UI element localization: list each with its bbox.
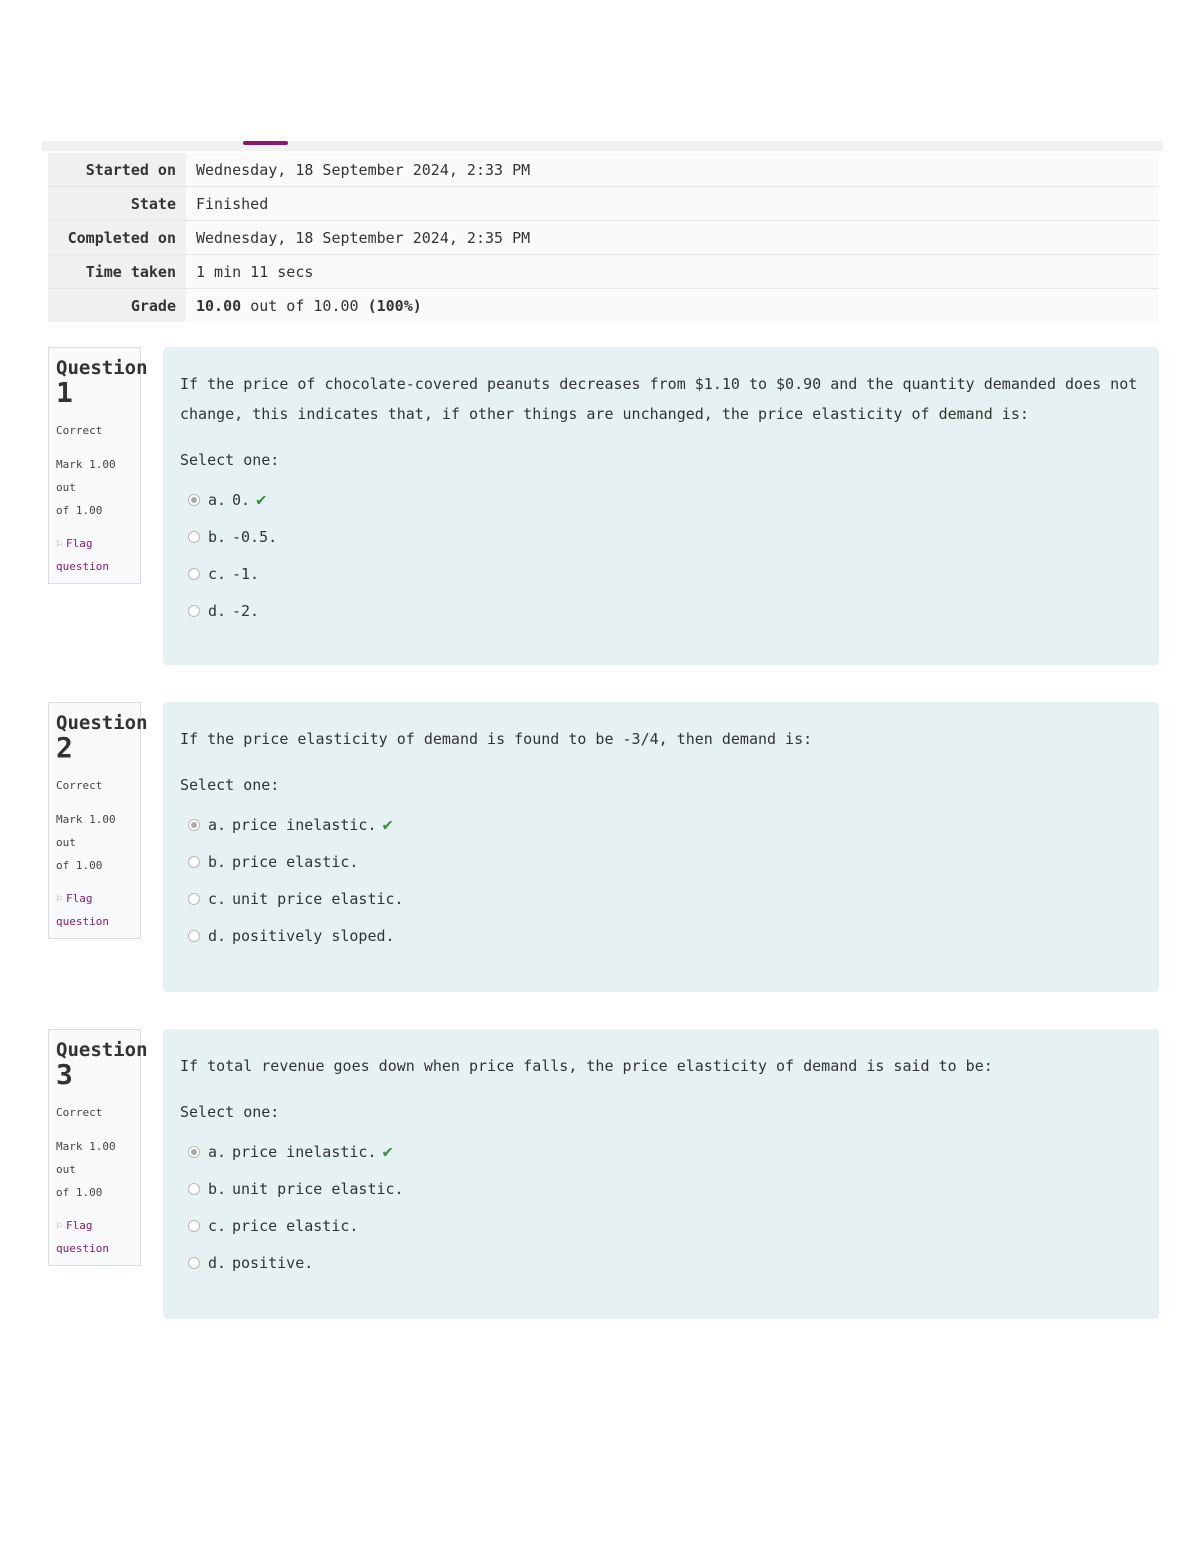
summary-row-grade xyxy=(48,289,1159,323)
summary-value xyxy=(186,289,1159,323)
check-icon: ✔ xyxy=(382,814,393,835)
question-info-1 xyxy=(48,347,148,584)
flag-question-link[interactable]: ⚐ Flag question xyxy=(56,532,133,578)
answer-letter: d. xyxy=(208,1253,227,1272)
answer-option-a[interactable] xyxy=(180,806,1142,843)
summary-label: Started on xyxy=(48,153,186,187)
answer-option-d[interactable] xyxy=(180,1244,1142,1281)
summary-value: Finished xyxy=(186,187,1159,221)
answer-text: unit price elastic. xyxy=(232,1179,404,1198)
answer-letter: d. xyxy=(208,601,227,620)
answer-text: positive. xyxy=(232,1253,314,1272)
question-text: If total revenue goes down when price falls, the price elasticity of demand is said to be: xyxy=(180,1057,993,1075)
question-label: Question xyxy=(56,712,148,734)
answer-text: 0. xyxy=(232,490,251,509)
answer-text: price elastic. xyxy=(232,852,359,871)
answer-option-d[interactable] xyxy=(180,917,1142,954)
summary-label: Completed on xyxy=(48,221,186,255)
flag-icon: ⚐ xyxy=(56,537,63,550)
flag-question-link[interactable]: ⚐ Flag question xyxy=(56,1214,133,1260)
radio-button[interactable] xyxy=(188,1183,200,1195)
summary-row-time xyxy=(48,255,1159,289)
answer-option-c[interactable] xyxy=(180,555,1142,592)
radio-button[interactable] xyxy=(188,819,200,831)
question-label: Question xyxy=(56,357,148,379)
answer-text: price elastic. xyxy=(232,1216,359,1235)
question-state: Correct xyxy=(56,1106,103,1119)
question-info-2 xyxy=(48,702,148,939)
summary-value: Wednesday, 18 September 2024, 2:35 PM xyxy=(186,221,1159,255)
radio-button[interactable] xyxy=(188,1146,200,1158)
answer-letter: b. xyxy=(208,852,227,871)
question-text: If the price elasticity of demand is found to be -3/4, then demand is: xyxy=(180,730,813,748)
answer-text: -0.5. xyxy=(232,527,278,546)
radio-button[interactable] xyxy=(188,893,200,905)
question-content-3 xyxy=(163,1029,1159,1319)
question-text: If the price of chocolate-covered peanuts decreases from $1.10 to $0.90 and the quantity demanded does not change, this indicates that, if other things are unchanged, the price elasticity of demand is: xyxy=(180,375,1138,423)
attempt-summary-table xyxy=(48,153,1159,322)
answer-letter: a. xyxy=(208,490,227,509)
check-icon: ✔ xyxy=(256,489,267,510)
summary-label: Time taken xyxy=(48,255,186,289)
radio-button[interactable] xyxy=(188,568,200,580)
question-label: Question xyxy=(56,1039,148,1061)
question-info-3 xyxy=(48,1029,148,1266)
radio-button[interactable] xyxy=(188,605,200,617)
question-number: 2 xyxy=(56,731,73,764)
answer-option-c[interactable] xyxy=(180,880,1142,917)
radio-button[interactable] xyxy=(188,494,200,506)
answer-letter: c. xyxy=(208,564,227,583)
answer-letter: c. xyxy=(208,1216,227,1235)
answer-text: price inelastic. xyxy=(232,1142,377,1161)
flag-question-link[interactable]: ⚐ Flag question xyxy=(56,887,133,933)
answer-option-a[interactable] xyxy=(180,481,1142,518)
question-state: Correct xyxy=(56,424,103,437)
flag-icon: ⚐ xyxy=(56,892,63,905)
grade-score: 10.00 xyxy=(196,296,242,315)
select-prompt: Select one: xyxy=(180,451,280,469)
answer-letter: b. xyxy=(208,1179,227,1198)
radio-button[interactable] xyxy=(188,856,200,868)
select-prompt: Select one: xyxy=(180,1103,280,1121)
active-tab-indicator xyxy=(243,141,288,145)
summary-label: State xyxy=(48,187,186,221)
answer-letter: d. xyxy=(208,926,227,945)
grade-percent: (100%) xyxy=(367,296,422,315)
question-number: 3 xyxy=(56,1058,73,1091)
answer-letter: a. xyxy=(208,815,227,834)
answer-option-d[interactable] xyxy=(180,592,1142,629)
answer-text: price inelastic. xyxy=(232,815,377,834)
answer-option-a[interactable] xyxy=(180,1133,1142,1170)
question-content-1 xyxy=(163,347,1159,665)
answer-letter: a. xyxy=(208,1142,227,1161)
question-number: 1 xyxy=(56,376,73,409)
question-state: Correct xyxy=(56,779,103,792)
summary-value: 1 min 11 secs xyxy=(186,255,1159,289)
grade-out-of: out of 10.00 xyxy=(250,296,359,315)
answer-text: -2. xyxy=(232,601,260,620)
answer-text: unit price elastic. xyxy=(232,889,404,908)
check-icon: ✔ xyxy=(382,1141,393,1162)
radio-button[interactable] xyxy=(188,531,200,543)
answer-option-b[interactable] xyxy=(180,843,1142,880)
radio-button[interactable] xyxy=(188,1257,200,1269)
nav-bar xyxy=(42,141,1163,151)
question-mark: Mark 1.00 out of 1.00 xyxy=(56,813,116,872)
summary-row-state xyxy=(48,187,1159,221)
summary-label: Grade xyxy=(48,289,186,323)
answer-option-c[interactable] xyxy=(180,1207,1142,1244)
summary-row-completed xyxy=(48,221,1159,255)
question-content-2 xyxy=(163,702,1159,992)
question-mark: Mark 1.00 out of 1.00 xyxy=(56,1140,116,1199)
summary-row-started xyxy=(48,153,1159,187)
radio-button[interactable] xyxy=(188,1220,200,1232)
answer-letter: b. xyxy=(208,527,227,546)
answer-option-b[interactable] xyxy=(180,518,1142,555)
answer-letter: c. xyxy=(208,889,227,908)
summary-value: Wednesday, 18 September 2024, 2:33 PM xyxy=(186,153,1159,187)
question-mark: Mark 1.00 out of 1.00 xyxy=(56,458,116,517)
answer-text: positively sloped. xyxy=(232,926,395,945)
answer-option-b[interactable] xyxy=(180,1170,1142,1207)
select-prompt: Select one: xyxy=(180,776,280,794)
radio-button[interactable] xyxy=(188,930,200,942)
answer-text: -1. xyxy=(232,564,260,583)
flag-icon: ⚐ xyxy=(56,1219,63,1232)
